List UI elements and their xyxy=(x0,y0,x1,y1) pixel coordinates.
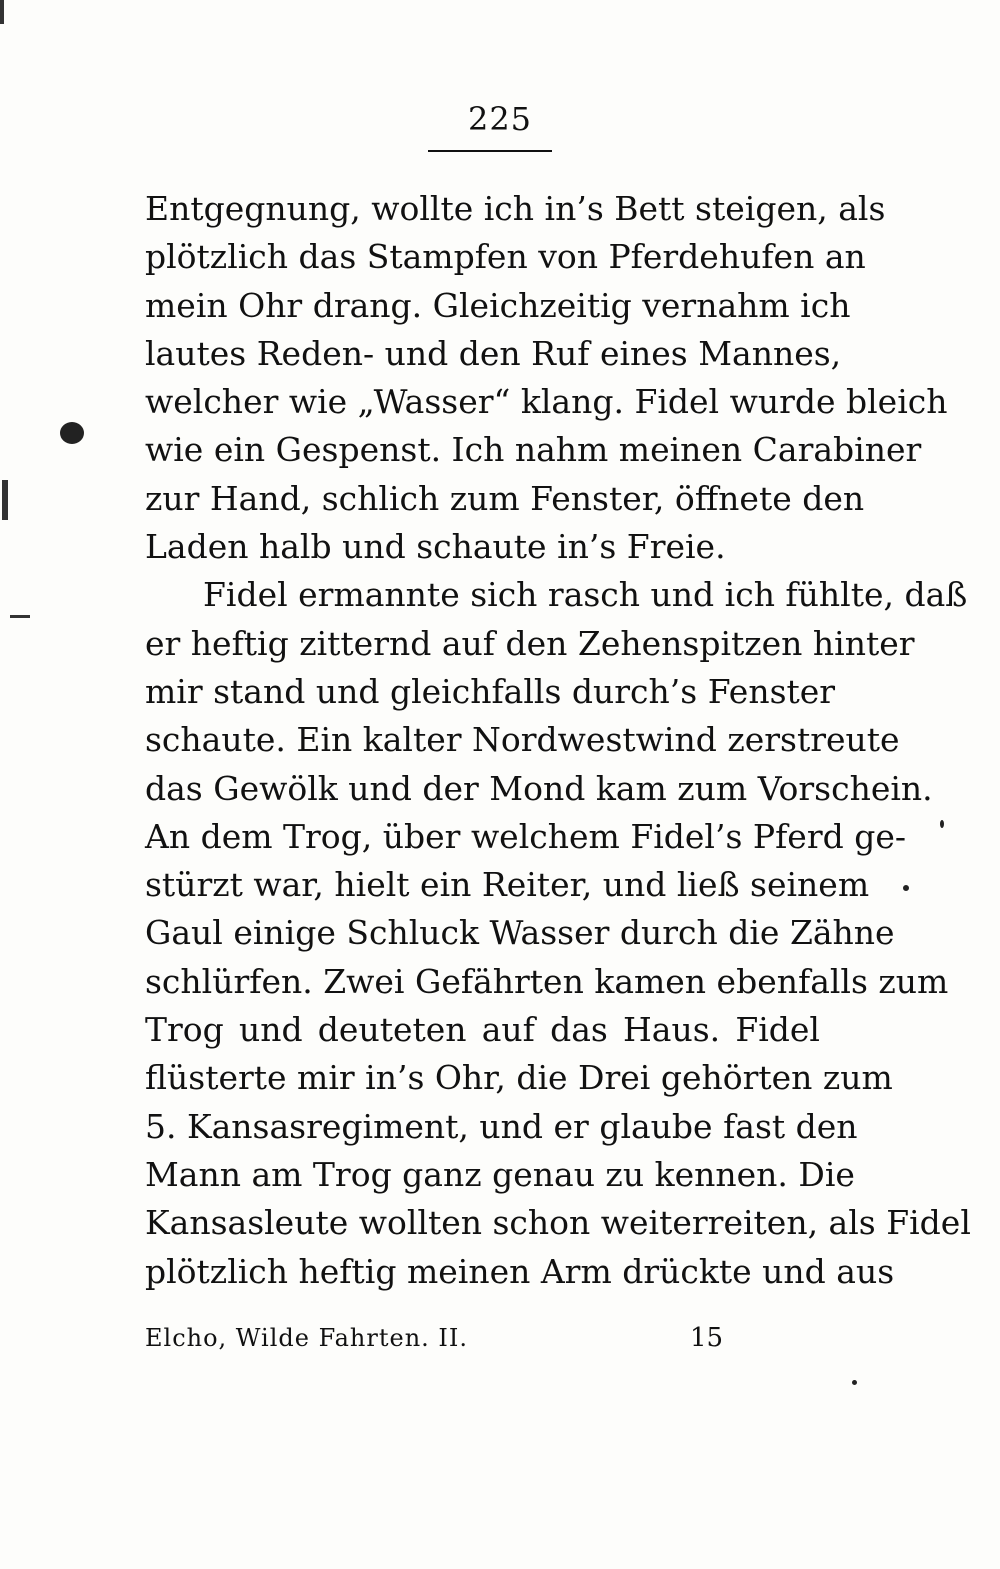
text-line: Laden halb und schaute in’s Freie. xyxy=(145,527,726,567)
text-line: plötzlich heftig meinen Arm drückte und aus xyxy=(145,1251,895,1291)
text-line: Kansasleute wollten schon weiterreiten, als Fidel xyxy=(145,1203,971,1243)
text-line: An dem Trog, über welchem Fidel’s Pferd ge- xyxy=(145,816,907,856)
text-line: Entgegnung, wollte ich in’s Bett steigen, als xyxy=(145,189,886,228)
page-number-rule xyxy=(428,150,552,152)
edge-mark xyxy=(2,480,8,520)
ink-speck xyxy=(940,820,944,828)
sheet-number: 15 xyxy=(690,1323,724,1353)
text-line: lautes Reden- und den Ruf eines Mannes, xyxy=(145,333,842,373)
text-line: Mann am Trog ganz genau zu kennen. Die xyxy=(145,1154,855,1194)
text-line: schlürfen. Zwei Gefährten kamen ebenfalls zum xyxy=(145,961,949,1001)
page-footer xyxy=(145,1318,820,1358)
paragraph-1 xyxy=(145,185,948,571)
ink-speck xyxy=(852,1380,857,1385)
text-line: schaute. Ein kalter Nordwestwind zerstreute xyxy=(145,720,900,760)
text-line: 5. Kansasregiment, und er glaube fast den xyxy=(145,1106,858,1146)
ink-speck xyxy=(903,885,909,891)
text-line: Fidel ermannte sich rasch und ich fühlte, daß xyxy=(203,575,968,615)
page-number: 225 xyxy=(467,100,533,138)
text-line: zur Hand, schlich zum Fenster, öffnete den xyxy=(145,478,865,518)
edge-mark xyxy=(0,0,4,24)
ink-blot xyxy=(60,422,84,444)
text-line: flüsterte mir in’s Ohr, die Drei gehörten zum xyxy=(145,1058,893,1098)
text-line: welcher wie „Wasser“ klang. Fidel wurde bleich xyxy=(145,382,948,422)
text-line: mir stand und gleichfalls durch’s Fenster xyxy=(145,671,836,711)
text-line: wie ein Gespenst. Ich nahm meinen Carabiner xyxy=(145,430,922,470)
footer-signature: Elcho, Wilde Fahrten. II. xyxy=(145,1324,469,1352)
text-line: mein Ohr drang. Gleichzeitig vernahm ich xyxy=(145,285,851,325)
edge-mark xyxy=(10,615,30,618)
text-line: er heftig zitternd auf den Zehenspitzen hinter xyxy=(145,623,915,663)
text-line: Gaul einige Schluck Wasser durch die Zähne xyxy=(145,913,895,953)
text-line: das Gewölk und der Mond kam zum Vorschein. xyxy=(145,768,933,808)
text-line: stürzt war, hielt ein Reiter, und ließ seinem xyxy=(145,865,870,905)
text-line: Trog und deuteten auf das Haus. Fidel xyxy=(145,1010,820,1050)
paragraph-2 xyxy=(145,571,971,1295)
text-line: plötzlich das Stampfen von Pferdehufen an xyxy=(145,237,866,277)
body-text xyxy=(145,185,971,1296)
